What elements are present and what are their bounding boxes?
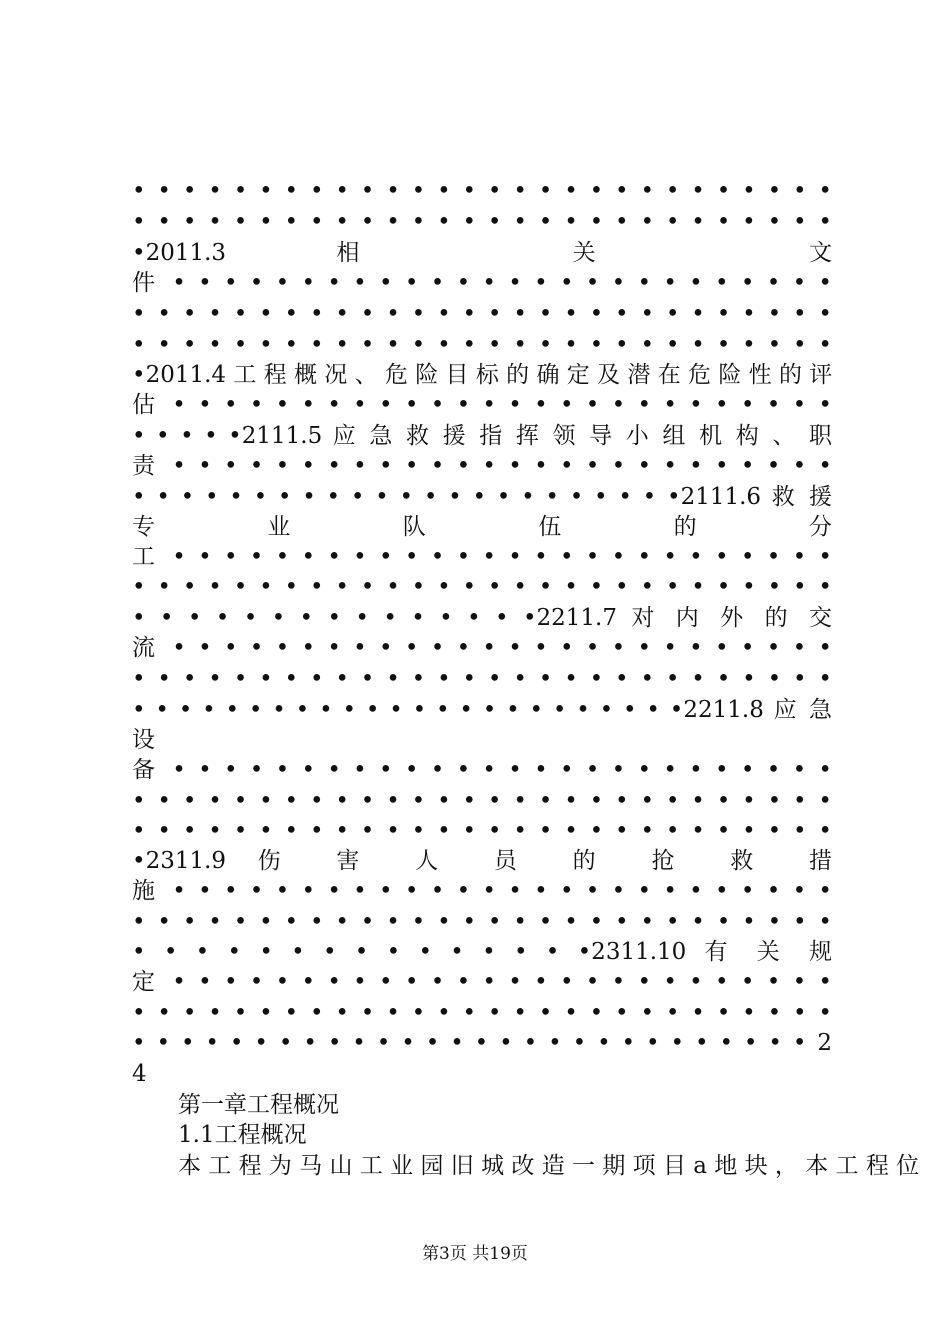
body-paragraph: 本 工 程 为 马 山 工 业 园 旧 城 改 造 一 期 项 目 a 地 块 ， 本 工 程 位	[178, 1153, 920, 1179]
toc-entry-2311-9: •2311.9 伤 害 人 员 的 抢 救 措	[132, 848, 832, 874]
toc-line: • • • • • • • • • • • • • • • • • • • • • • • • • • • •	[132, 909, 832, 935]
toc-line: • • • • • • • • • • • • • • • • • • • • • • • • • • • •	[132, 818, 832, 844]
toc-line: 件 • • • • • • • • • • • • • • • • • • • • • • • • • •	[132, 270, 832, 296]
section-title: 1.1工程概况	[178, 1122, 307, 1148]
toc-line: 设	[132, 727, 155, 753]
toc-entry-2211-7: • • • • • • • • • • • • • • •2211.7 对 内 外 的 交	[132, 605, 832, 631]
toc-line: • • • • • • • • • • • • • • • • • • • • • • • • • • • •	[132, 178, 832, 204]
toc-line: 估 • • • • • • • • • • • • • • • • • • • • • • • • • •	[132, 392, 832, 418]
toc-entry-2111-6: • • • • • • • • • • • • • • • • • • • • • • •2111.6 救 援	[132, 484, 832, 510]
toc-line: 备 • • • • • • • • • • • • • • • • • • • • • • • • • •	[132, 757, 832, 783]
toc-line: • • • • • • • • • • • • • • • • • • • • • • • • • • • •	[132, 788, 832, 814]
toc-line: 责 • • • • • • • • • • • • • • • • • • • • • • • • • •	[132, 453, 832, 479]
toc-entry-2111-5: • • • • •2111.5 应 急 救 援 指 挥 领 导 小 组 机 构 、 职	[132, 423, 832, 449]
toc-entry-2011-3: •2011.3 相 关 文	[132, 240, 832, 266]
toc-line: • • • • • • • • • • • • • • • • • • • • • • • • • • • •	[132, 574, 832, 600]
toc-line: • • • • • • • • • • • • • • • • • • • • • • • • • • • •	[132, 1000, 832, 1026]
toc-line: 施 • • • • • • • • • • • • • • • • • • • • • • • • • •	[132, 878, 832, 904]
toc-line: • • • • • • • • • • • • • • • • • • • • • • • • • • • •	[132, 209, 832, 235]
toc-line: 专 业 队 伍 的 分	[132, 514, 832, 540]
toc-line: 流 • • • • • • • • • • • • • • • • • • • • • • • • • •	[132, 635, 832, 661]
toc-line: 工 • • • • • • • • • • • • • • • • • • • • • • • • • •	[132, 544, 832, 570]
toc-entry-2311-10: • • • • • • • • • • • • • • •2311.10 有 关 规	[132, 939, 832, 965]
toc-line: • • • • • • • • • • • • • • • • • • • • • • • • • • • •	[132, 666, 832, 692]
toc-entry-2011-4: •2011.4 工 程 概 况 、 危 险 目 标 的 确 定 及 潜 在 危 险 性 的 评	[132, 362, 833, 388]
toc-line: • • • • • • • • • • • • • • • • • • • • • • • • • • • •	[132, 332, 832, 358]
toc-line: 定 • • • • • • • • • • • • • • • • • • • • • • • • • •	[132, 969, 832, 995]
toc-line: • • • • • • • • • • • • • • • • • • • • • • • • • • • •	[132, 301, 832, 327]
chapter-title: 第一章工程概况	[178, 1092, 339, 1118]
toc-line: • • • • • • • • • • • • • • • • • • • • • • • • • • • • 2	[132, 1030, 832, 1056]
page-footer: 第3页 共19页	[422, 1244, 528, 1264]
toc-line: 4	[132, 1061, 147, 1087]
toc-entry-2211-8: • • • • • • • • • • • • • • • • • • • • • • • •2211.8 应 急	[132, 697, 832, 723]
